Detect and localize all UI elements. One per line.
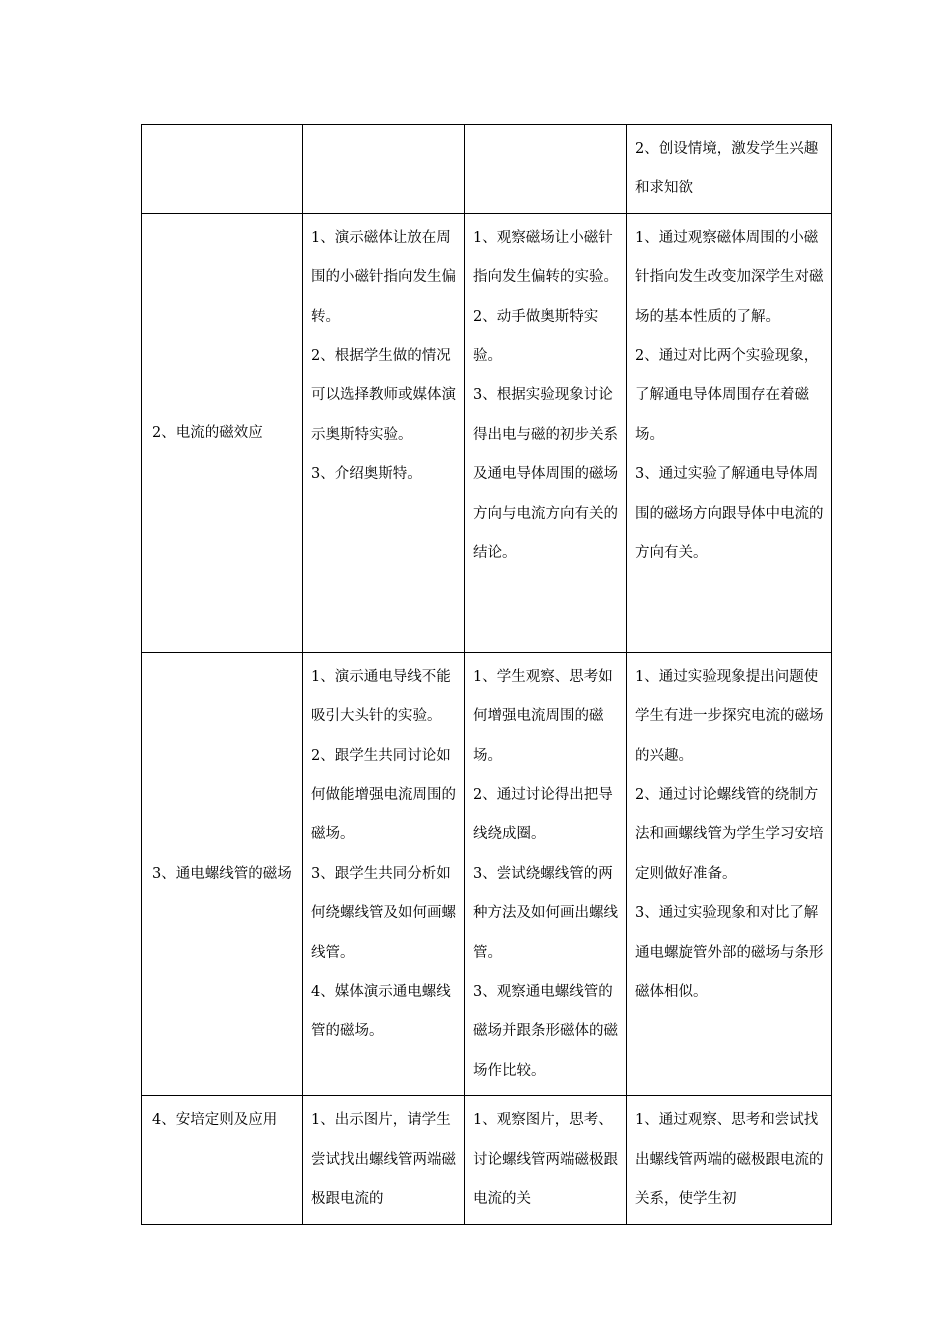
design-intent-cell <box>627 125 832 214</box>
stage-cell: 2、电流的磁效应 <box>142 213 303 652</box>
design-intent-item: 2、创设情境，激发学生兴趣和求知欲 <box>635 141 819 197</box>
design-intent-item: 2、通过对比两个实验现象，了解通电导体周围存在着磁场。 <box>635 348 819 443</box>
student-activity-item: 1、观察图片，思考、讨论螺线管两端磁极跟电流的关 <box>473 1112 618 1208</box>
design-intent-item: 3、通过实验现象和对比了解通电螺旋管外部的磁场与条形磁体相似。 <box>635 905 824 1001</box>
student-activity-item: 3、根据实验现象讨论得出电与磁的初步关系及通电导体周围的磁场方向与电流方向有关的结论。 <box>473 387 618 562</box>
design-intent-item: 1、通过实验现象提出问题使学生有进一步探究电流的磁场的兴趣。 <box>635 668 824 764</box>
student-activity-cell <box>465 1096 627 1224</box>
table-row <box>142 1096 832 1224</box>
teacher-activity-cell <box>303 125 465 214</box>
student-activity-cell <box>465 213 627 652</box>
design-intent-cell <box>627 213 832 652</box>
student-activity-item: 2、动手做奥斯特实验。 <box>473 308 599 365</box>
table-row <box>142 213 832 652</box>
stage-cell: 3、通电螺线管的磁场 <box>142 652 303 1095</box>
student-activity-item: 2、通过讨论得出把导线绕成圈。 <box>473 787 613 843</box>
table-row <box>142 652 832 1095</box>
teacher-activity-item: 1、出示图片，请学生尝试找出螺线管两端磁极跟电流的 <box>311 1112 456 1208</box>
student-activity-cell <box>465 125 627 214</box>
student-activity-item: 1、学生观察、思考如何增强电流周围的磁场。 <box>473 668 613 764</box>
student-activity-item: 3、尝试绕螺线管的两种方法及如何画出螺线管。 <box>473 865 618 961</box>
teacher-activity-item: 2、跟学生共同讨论如何做能增强电流周围的磁场。 <box>311 747 456 843</box>
teacher-activity-cell <box>303 652 465 1095</box>
teacher-activity-item: 1、演示磁体让放在周围的小磁针指向发生偏转。 <box>311 229 456 325</box>
design-intent-item: 1、通过观察磁体周围的小磁针指向发生改变加深学生对磁场的基本性质的了解。 <box>635 229 824 325</box>
student-activity-item: 1、观察磁场让小磁针指向发生偏转的实验。 <box>473 229 618 286</box>
teacher-activity-item: 2、根据学生做的情况可以选择教师或媒体演示奥斯特实验。 <box>311 348 456 443</box>
teacher-activity-item: 1、演示通电导线不能吸引大头针的实验。 <box>311 668 451 725</box>
teacher-activity-item: 4、媒体演示通电螺线管的磁场。 <box>311 984 451 1040</box>
teacher-activity-item: 3、介绍奥斯特。 <box>311 466 422 483</box>
stage-cell <box>142 125 303 214</box>
teacher-activity-cell <box>303 1096 465 1224</box>
design-intent-item: 2、通过讨论螺线管的绕制方法和画螺线管为学生学习安培定则做好准备。 <box>635 787 824 882</box>
student-activity-cell <box>465 652 627 1095</box>
design-intent-cell <box>627 1096 832 1224</box>
table-row <box>142 125 832 214</box>
student-activity-item: 3、观察通电螺线管的磁场并跟条形磁体的磁场作比较。 <box>473 984 618 1079</box>
lesson-plan-table <box>141 124 832 1225</box>
design-intent-cell <box>627 652 832 1095</box>
design-intent-item: 1、通过观察、思考和尝试找出螺线管两端的磁极跟电流的关系，使学生初 <box>635 1112 824 1208</box>
stage-cell: 4、安培定则及应用 <box>142 1096 303 1224</box>
design-intent-item: 3、通过实验了解通电导体周围的磁场方向跟导体中电流的方向有关。 <box>635 466 824 562</box>
teacher-activity-cell <box>303 213 465 652</box>
teacher-activity-item: 3、跟学生共同分析如何绕螺线管及如何画螺线管。 <box>311 865 456 961</box>
